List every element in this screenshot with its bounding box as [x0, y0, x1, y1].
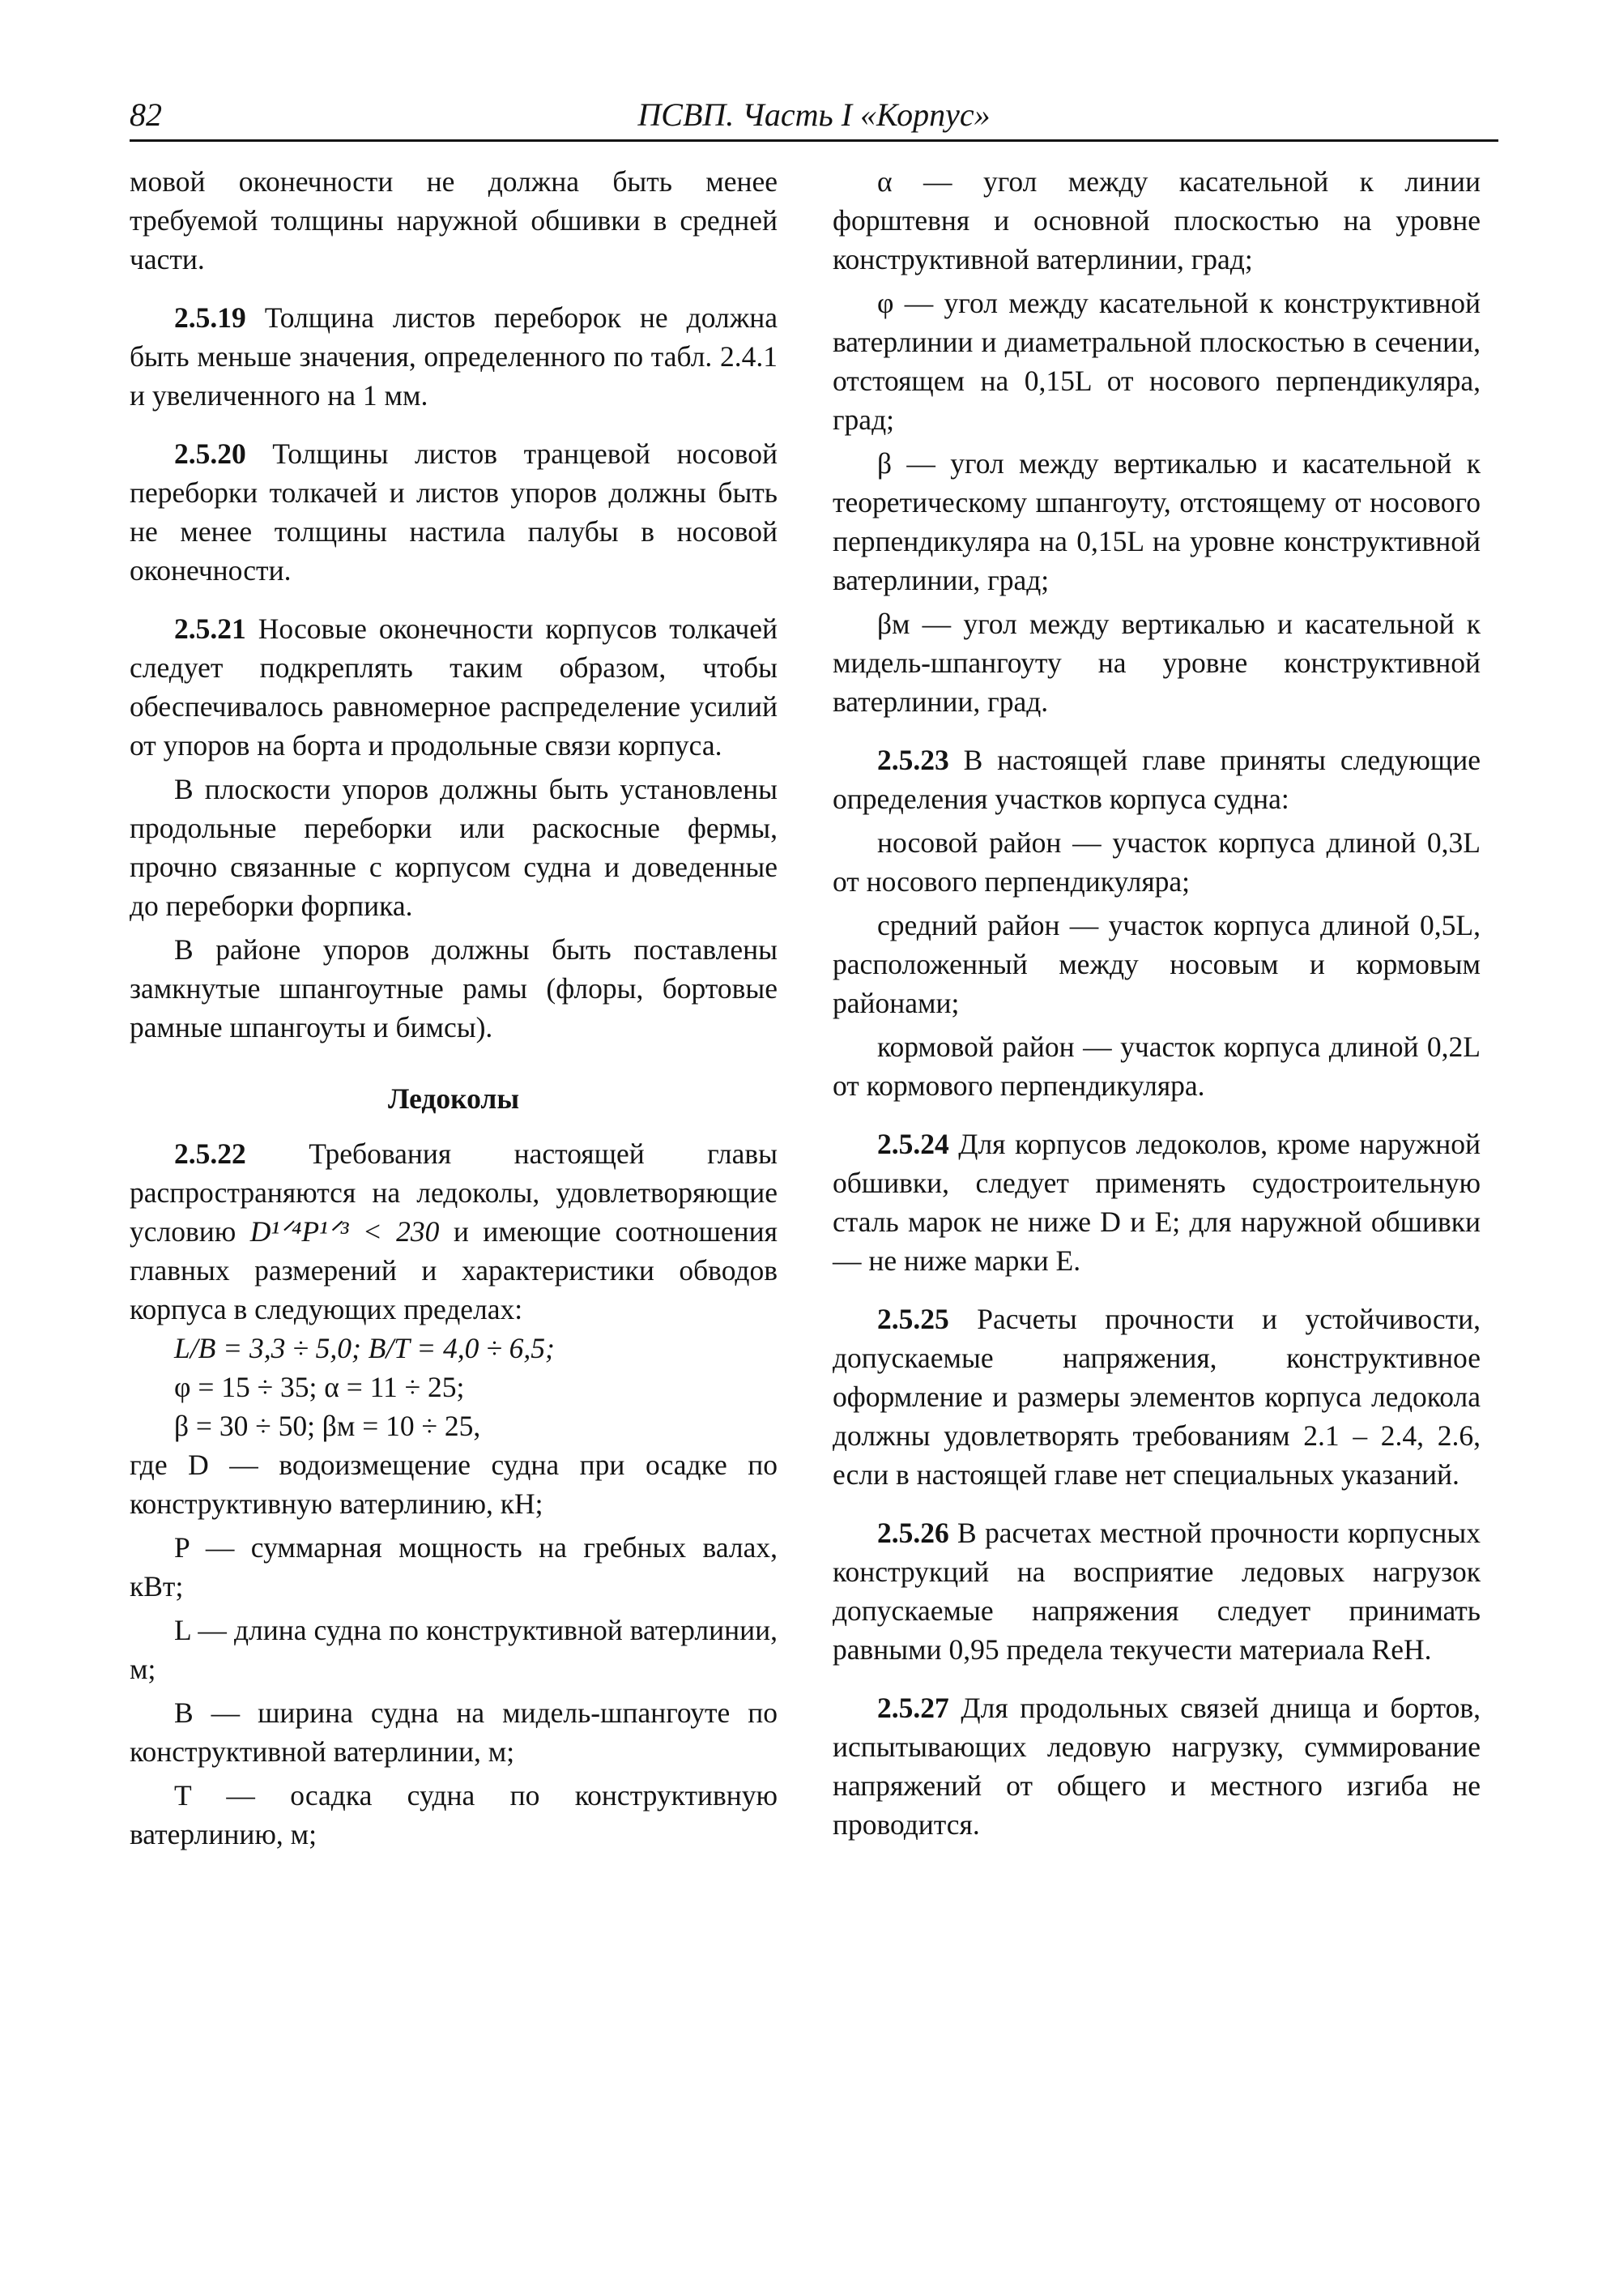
paragraph-continuation: мовой оконечности не должна быть менее требуемой толщины наружной обшивки в средней части.: [130, 165, 778, 275]
definition: βм — угол между вертикалью и касательной к мидель-шпангоуту на уровне конструктивной ватерлинии, град.: [833, 608, 1481, 718]
formula-angles-1: φ = 15 ÷ 35; α = 11 ÷ 25;: [174, 1371, 465, 1403]
clause-text: Требования настоящей главы распространяются на ледоколы, удовлетворяющие условию: [130, 1137, 778, 1248]
clause-text: Для корпусов ледоколов, кроме наружной обшивки, следует применять судостроительную сталь марок не ниже D и E; для наружной обшивки — не ниже марки E.: [833, 1128, 1481, 1277]
clause-2-5-26: [833, 1513, 1481, 1669]
clause-number: 2.5.20: [174, 437, 246, 470]
clause-text: В расчетах местной прочности корпусных конструкций на восприятие ледовых нагрузок допускаемые напряжения следует принимать равными 0,95 предела текучести материала ReH.: [833, 1517, 1481, 1666]
clause-number: 2.5.21: [174, 612, 246, 645]
clause-2-5-24: [833, 1125, 1481, 1280]
section-title: Ледоколы: [387, 1082, 520, 1115]
clause-2-5-19: [130, 298, 778, 415]
formula-ratio: L/B = 3,3 ÷ 5,0; B/T = 4,0 ÷ 6,5;: [174, 1332, 555, 1364]
running-title: ПСВП. Часть I «Корпус»: [637, 96, 991, 133]
definition: где D — водоизмещение судна при осадке по конструктивную ватерлинию, кН;: [130, 1449, 778, 1520]
definition: L — длина судна по конструктивной ватерлинии, м;: [130, 1614, 778, 1685]
clause-number: 2.5.26: [877, 1517, 949, 1549]
definition: α — угол между касательной к линии форштевня и основной плоскостью на уровне конструктивной ватерлинии, град;: [833, 165, 1481, 275]
definition: B — ширина судна на мидель-шпангоуте по конструктивной ватерлинии, м;: [130, 1696, 778, 1768]
formula-angles-2: β = 30 ÷ 50; βм = 10 ÷ 25,: [174, 1410, 481, 1442]
left-column: [130, 162, 778, 1859]
clause-text: Толщины листов транцевой носовой переборки толкачей и листов упоров должны быть не менее толщины настила палубы в носовой оконечности.: [130, 437, 778, 587]
clause-text: Для продольных связей днища и бортов, испытывающих ледовую нагрузку, суммирование напряжений от общего и местного изгиба не проводится.: [833, 1692, 1481, 1841]
condition-formula: D¹ᐟ⁴P¹ᐟ³ < 230: [249, 1215, 440, 1248]
clause-2-5-27: [833, 1688, 1481, 1844]
clause-text: В настоящей главе приняты следующие определения участков корпуса судна:: [833, 744, 1481, 815]
right-column: [833, 162, 1481, 1863]
clause-number: 2.5.19: [174, 301, 246, 334]
definition: средний район — участок корпуса длиной 0,5L, расположенный между носовым и кормовым районами;: [833, 909, 1481, 1019]
clause-number: 2.5.25: [877, 1303, 949, 1335]
clause-text: Толщина листов переборок не должна быть меньше значения, определенного по табл. 2.4.1 и увеличенного на 1 мм.: [130, 301, 778, 412]
clause-number: 2.5.22: [174, 1137, 246, 1170]
clause-2-5-23: [833, 740, 1481, 818]
definition: β — угол между вертикалью и касательной к теоретическому шпангоуту, отстоящему от носового перпендикуляра на 0,15L на уровне конструктивной ватерлинии, град;: [833, 447, 1481, 596]
page-number: 82: [130, 96, 162, 133]
clause-text: Расчеты прочности и устойчивости, допускаемые напряжения, конструктивное оформление и размеры элементов корпуса ледокола должны удовлетворять требованиям 2.1 – 2.4, 2.6, если в настоящей главе нет специальных указаний.: [833, 1303, 1481, 1491]
definition: T — осадка судна по конструктивную ватерлинию, м;: [130, 1779, 778, 1850]
paragraph: В районе упоров должны быть поставлены замкнутые шпангоутные рамы (флоры, бортовые рамные шпангоуты и бимсы).: [130, 933, 778, 1043]
clause-number: 2.5.24: [877, 1128, 949, 1160]
definition: φ — угол между касательной к конструктивной ватерлинии и диаметральной плоскостью в сечении, отстоящем на 0,15L от носового перпендикуляра, град;: [833, 287, 1481, 436]
paragraph: В плоскости упоров должны быть установлены продольные переборки или раскосные фермы, прочно связанные с корпусом судна и доведенные до переборки форпика.: [130, 773, 778, 922]
clause-2-5-21: [130, 609, 778, 765]
header-rule: [130, 139, 1498, 142]
clause-text: и имеющие соотношения главных размерений и характеристики обводов корпуса в следующих пределах:: [130, 1215, 778, 1325]
definition: кормовой район — участок корпуса длиной 0,2L от кормового перпендикуляра.: [833, 1031, 1481, 1102]
clause-2-5-25: [833, 1300, 1481, 1494]
clause-number: 2.5.27: [877, 1692, 949, 1724]
clause-text: Носовые оконечности корпусов толкачей следует подкреплять таким образом, чтобы обеспечивалось равномерное распределение усилий от упоров на борта и продольные связи корпуса.: [130, 612, 778, 762]
clause-2-5-22: [130, 1134, 778, 1329]
clause-number: 2.5.23: [877, 744, 949, 776]
definition: P — суммарная мощность на гребных валах, кВт;: [130, 1531, 778, 1603]
clause-2-5-20: [130, 434, 778, 590]
definition: носовой район — участок корпуса длиной 0,3L от носового перпендикуляра;: [833, 826, 1481, 898]
page-header: [130, 96, 1498, 138]
